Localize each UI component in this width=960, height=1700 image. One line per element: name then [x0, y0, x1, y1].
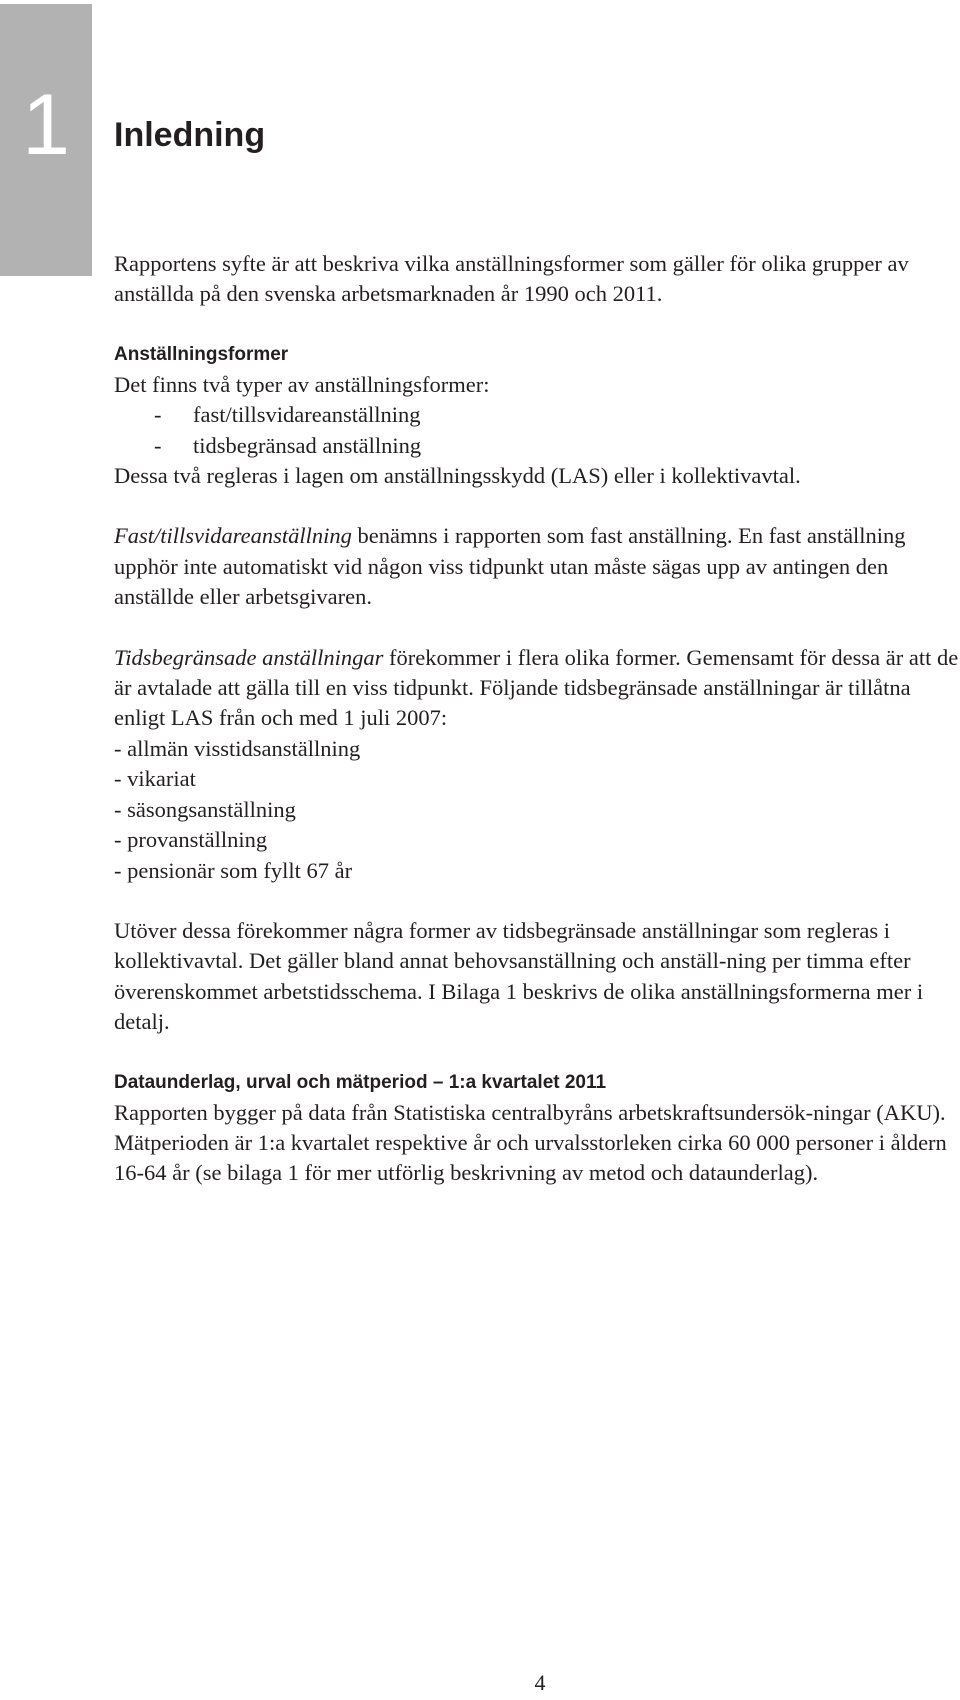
- section-heading-dataunderlag: Dataunderlag, urval och mätperiod – 1:a kvartalet 2011: [114, 1071, 607, 1093]
- list-item: - tidsbegränsad anställning: [114, 431, 960, 461]
- fast-paragraph: [114, 521, 960, 612]
- chapter-number: 1: [22, 77, 70, 173]
- section1-after: Dessa två regleras i lagen om anställningsskydd (LAS) eller i kollektivavtal.: [114, 463, 801, 489]
- list-item: - pensionär som fyllt 67 år: [114, 857, 353, 883]
- page-number: 4: [534, 1670, 546, 1695]
- chapter-number-box: [0, 4, 92, 276]
- fast-text: benämns i rapporten som fast anställning. En fast anställning upphör inte automatiskt vid någon viss tidpunkt utan måste sägas upp av antingen den anställde eller arbetsgivaren.: [114, 523, 906, 610]
- list-item: - säsongsanställning: [114, 796, 296, 822]
- section2-paragraph: Rapporten bygger på data från Statistiska centralbyråns arbetskraftsundersök-ningar (AKU). Mätperioden är 1:a kvartalet respektive år och urvalsstorleken cirka 60 000 personer i åldern 16-64 år (se bilaga 1 för mer utförlig beskrivning av metod och dataunderlag).: [114, 1099, 947, 1186]
- employment-types-list: [114, 400, 960, 461]
- list-item: - allmän visstidsanställning: [114, 735, 361, 761]
- list-item: - provanställning: [114, 827, 268, 853]
- list-item: - fast/tillsvidareanställning: [114, 400, 960, 430]
- tids-text: förekommer i flera olika former. Gemensamt för dessa är att de är avtalade att gälla till en viss tidpunkt. Följande tidsbegränsade anställningar är tillåtna enligt LAS från och med 1 juli 2007:: [114, 644, 959, 731]
- section1-lead: Det finns två typer av anställningsformer:: [114, 371, 490, 397]
- section-heading-anstallningsformer: Anställningsformer: [114, 343, 289, 365]
- list-item: - vikariat: [114, 766, 196, 792]
- temporary-employment-list: [114, 734, 960, 886]
- tids-term: Tidsbegränsade anställningar: [114, 644, 384, 670]
- intro-paragraph: Rapportens syfte är att beskriva vilka anställningsformer som gäller för olika grupper av anställda på den svenska arbetsmarknaden år 1990 och 2011.: [114, 251, 909, 307]
- fast-term: Fast/tillsvidareanställning: [114, 523, 352, 549]
- chapter-title: Inledning: [114, 116, 266, 154]
- utover-paragraph: Utöver dessa förekommer några former av tidsbegränsade anställningar som regleras i kollektivavtal. Det gäller bland annat behovsanställning och anställ-ning per timma efter överenskommet arbetstidsschema. I Bilaga 1 beskrivs de olika anställningsformerna mer i detalj.: [114, 917, 924, 1035]
- tids-paragraph: [114, 643, 960, 734]
- body-text: [114, 249, 960, 1189]
